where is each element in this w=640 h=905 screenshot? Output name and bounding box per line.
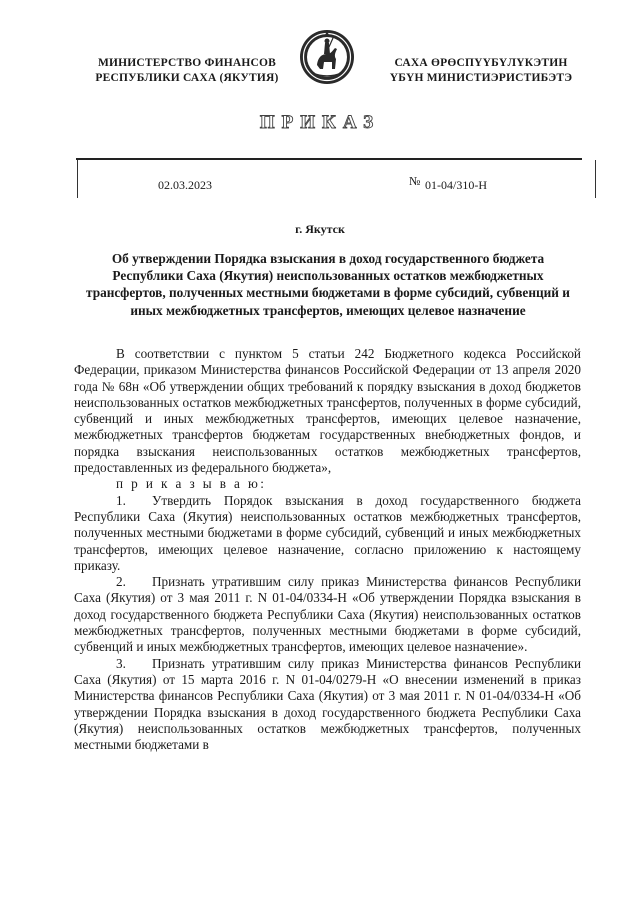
number-field-border-right bbox=[595, 160, 596, 198]
ministry-name-russian bbox=[72, 56, 302, 86]
order-item bbox=[74, 574, 581, 655]
item-text: Признать утратившим силу приказ Министерства финансов Республики Саха (Якутия) от 15 марта 2016 г. N 01-04/0279-Н «О внесении изменений в приказ Министерства финансов Республики Саха (Якутия) от 3 мая 2011 г. N 01-04/0334-Н «Об утверждении Порядка взыскания в доход государственного бюджета Республики Саха (Якутия) неиспользованных остатков межбюджетных трансфертов, полученных местными бюджетами в bbox=[74, 655, 581, 753]
ministry-name-yakut bbox=[366, 56, 596, 86]
ministry-name-russian-line2: РЕСПУБЛИКИ САХА (ЯКУТИЯ) bbox=[95, 72, 279, 84]
order-date: 02.03.2023 bbox=[158, 178, 212, 192]
item-number: 2. bbox=[116, 574, 126, 590]
header-divider bbox=[76, 158, 582, 160]
item-number: 3. bbox=[116, 655, 126, 671]
order-number: 01-04/310-Н bbox=[425, 178, 487, 192]
order-heading: Об утверждении Порядка взыскания в доход государственного бюджета Республики Саха (Якутия) неиспользованных остатков межбюджетных трансфертов, полученных местными бюджетами в форме субсидий, субвенций и иных межбюджетных трансфертов, имеющих целевое назначение bbox=[86, 251, 570, 318]
city: г. Якутск bbox=[295, 222, 345, 236]
order-item bbox=[74, 493, 581, 574]
preamble-paragraph: В соответствии с пунктом 5 статьи 242 Бюджетного кодекса Российской Федерации, приказом Министерства финансов Российской Федерации от 13 апреля 2020 года № 68н «Об утверждении общих требований к порядку взыскания в доход бюджетов неиспользованных остатков межбюджетных трансфертов, полученных в форме субсидий, субвенций и иных межбюджетных трансфертов, имеющих целевое назначение, межбюджетных трансфертов бюджетам государственных внебюджетных фондов, и порядка взыскания неиспользованных остатков межбюджетных трансфертов, предоставленных из федерального бюджета», bbox=[74, 346, 581, 476]
decree-word: п р и к а з ы в а ю: bbox=[116, 476, 267, 492]
item-text: Утвердить Порядок взыскания в доход государственного бюджета Республики Саха (Якутия) неиспользованных остатков межбюджетных трансфертов, полученных местными бюджетами в форме субсидий, субвенций и иных межбюджетных трансфертов, имеющих целевое назначение, согласно приложению к настоящему приказу. bbox=[74, 492, 581, 573]
ministry-name-yakut-line1: САХА ӨРӨСПҮҮБҮЛҮКЭТИН bbox=[394, 57, 568, 69]
order-body bbox=[74, 346, 581, 753]
item-text: Признать утратившим силу приказ Министерства финансов Республики Саха (Якутия) от 3 мая 2011 г. N 01-04/0334-Н «Об утверждении Порядка взыскания в доход государственного бюджета Республики Саха (Якутия) неиспользованных остатков межбюджетных трансфертов, полученных местными бюджетами в форме субсидий, субвенций и иных межбюджетных трансфертов, имеющих целевое назначение». bbox=[74, 574, 581, 655]
item-number: 1. bbox=[116, 492, 126, 508]
date-field-border-left bbox=[77, 160, 78, 198]
order-item bbox=[74, 656, 581, 754]
ministry-name-russian-line1: МИНИСТЕРСТВО ФИНАНСОВ bbox=[97, 57, 277, 69]
coat-of-arms-icon bbox=[299, 23, 355, 89]
number-sign: № bbox=[409, 174, 421, 188]
ministry-name-yakut-line2: ҮБҮН МИНИСТИЭРИСТИБЭТЭ bbox=[389, 72, 573, 84]
document-title: ПРИКАЗ bbox=[259, 112, 381, 133]
